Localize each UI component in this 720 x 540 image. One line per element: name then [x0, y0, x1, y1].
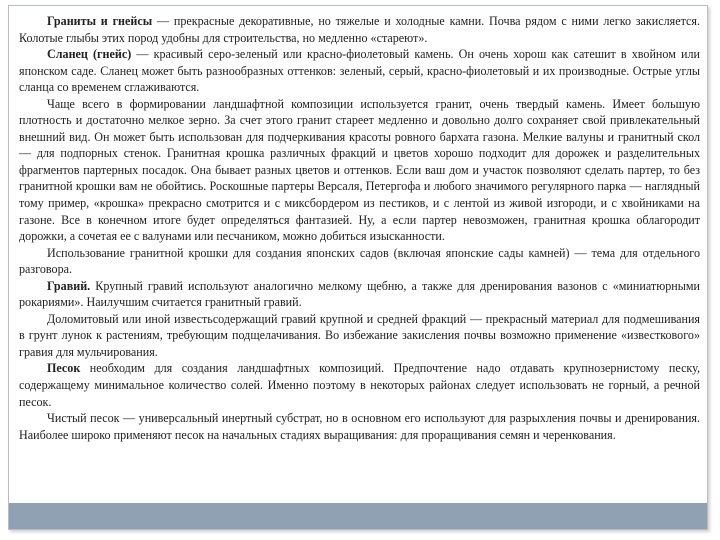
paragraph-granite-gneiss — [19, 13, 700, 46]
paragraph-gravel — [19, 278, 700, 311]
paragraph-clean-sand — [19, 410, 700, 443]
paragraph-text: Чаще всего в формировании ландшафтной композиции используется гранит, очень твердый камень. Имеет большую плотность и достаточно мелкое зерно. За счет этого гранит стареет медленно и довольно долго сохраняет свой привлекательный внешний вид. Он может быть использован для подчеркивания красоты ровного бархата газона. Мелкие валуны и гранитный скол — для подпорных стенок. Гранитная крошка различных фракций и цветов хорошо подходит для дорожек и разделительных фрагментов партерных посадок. Она бывает разных цветов и оттенков. Если ваш дом и участок позволяют сделать партер, то без гранитной крошки вам не обойтись. Роскошные партеры Версаля, Петергофа и любого значимого регулярного парка — наглядный тому пример, «крошка» прекрасно смотрится и с миксбордером из пестиков, и с лентой из живой изгороди, и с хвойниками на газоне. Все в конечном итоге будет определяться фантазией. Ну, а если партер невозможен, гранитная крошка облагородит дорожки, а сочетая ее с валунами или песчаником, можно добиться изысканности. — [19, 96, 700, 244]
paragraph-text: необходим для создания ландшафтных композиций. Предпочтение надо отдавать крупнозернистому песку, содержащему минимальное количество солей. Именно поэтому в некоторых районах следует использовать не горный, а речной песок. — [19, 361, 700, 409]
paragraph-text: Крупный гравий используют аналогично мелкому щебню, а также для дренирования вазонов с «миниатюрными рокариями». Наилучшим считается гранитный гравий. — [19, 278, 700, 310]
document-page — [8, 5, 708, 530]
document-body — [19, 13, 700, 443]
term-slate: Сланец (гнейс) — [47, 47, 132, 62]
paragraph-text: Использование гранитной крошки для создания японских садов (включая японские сады камней) — тема для отдельного разговора. — [19, 245, 700, 277]
term-gravel: Гравий. — [47, 278, 91, 293]
paragraph-granite-usage — [19, 96, 700, 245]
footer-band — [9, 503, 707, 529]
term-sand: Песок — [47, 361, 81, 376]
paragraph-text: — красивый серо-зеленый или красно-фиолетовый камень. Он очень хорош как сатешит в хвойном или японском саде. Сланец может быть разнообразных оттенков: зеленый, серый, красно-фиолетовый и их производные. Острые углы сланца со временем сглаживаются. — [19, 47, 700, 95]
paragraph-sand — [19, 360, 700, 410]
paragraph-text: Чистый песок — универсальный инертный субстрат, но в основном его используют для разрыхления почвы и дренирования. Наиболее широко применяют песок на начальных стадиях выращивания: для проращивания семян и черенкования. — [19, 411, 700, 442]
term-granite-gneiss: Граниты и гнейсы — [47, 14, 153, 28]
paragraph-text: — прекрасные декоративные, но тяжелые и холодные камни. Почва рядом с ними легко закисляется. Колотые глыбы этих пород удобны для строительства, но медленно «стареют». — [19, 14, 700, 45]
paragraph-japanese-gardens — [19, 245, 700, 278]
paragraph-dolomite-gravel — [19, 311, 700, 361]
paragraph-text: Доломитовый или иной известьсодержащий гравий крупной и средней фракций — прекрасный материал для подмешивания в грунт лунок к растениям, требующим подщелачивания. Во избежание закисления почвы возможно применение «известкового» гравия для мульчирования. — [19, 311, 700, 359]
paragraph-slate — [19, 46, 700, 96]
